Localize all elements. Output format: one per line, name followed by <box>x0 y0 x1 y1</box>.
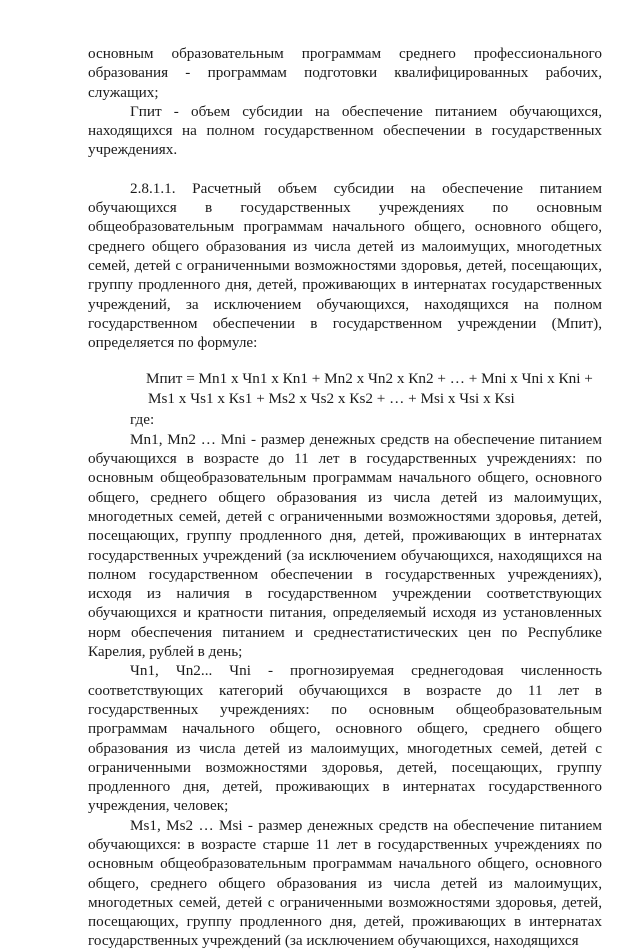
formula-line-1: Мпит = Мn1 x Чn1 x Кn1 + Мn2 x Чn2 x Кn2 + … + Мni x Чni x Кni + <box>146 370 593 388</box>
paragraph-mn-definition: Мn1, Мn2 … Мni - размер денежных средств на обеспечение питанием обучающихся в возрасте до 11 лет в государственных учреждениях: по основным общеобразовательным программам начального общего, основного общего, среднего общего образования из числа детей из малоимущих, многодетных семей, детей с ограниченными возможностями здоровья, детей, посещающих, группу продленного дня, детей, проживающих в интернатах государственных учреждений (за исключением обучающихся, находящихся на полном государственном обеспечении в государственных учреждениях), исходя из наличия в государственном учреждении соответствующих обучающихся и кратности питания, определяемый исходя из установленных норм обеспечения питанием и среднестатистических цен по Республике Карелия, рублей в день; <box>88 430 602 661</box>
formula-line-2: Мs1 x Чs1 x Кs1 + Мs2 x Чs2 x Кs2 + … + Мsi x Чsi x Кsi <box>148 389 515 407</box>
paragraph-gpit-definition: Гпит - объем субсидии на обеспечение питанием обучающихся, находящихся на полном государственном обеспечении в государственных учреждениях. <box>88 102 602 159</box>
formula-mpit <box>146 369 602 408</box>
paragraph-chn-definition: Чn1, Чn2... Чni - прогнозируемая среднегодовая численность соответствующих категорий обучающихся в возрасте до 11 лет в государственных учреждениях: по основным общеобразовательным программам начального общего, основного общего, среднего общего образования из числа детей из малоимущих, многодетных семей, детей с ограниченными возможностями здоровья, детей, посещающих, группу продленного дня, детей, проживающих в интернатах государственного учреждения, человек; <box>88 662 602 815</box>
formula-where-label: где: <box>130 411 155 429</box>
paragraph-ms-definition: Мs1, Мs2 … Мsi - размер денежных средств на обеспечение питанием обучающихся: в возрасте старше 11 лет в государственных учреждениях по основным общеобразовательным программам начального общего, основного общего, среднего общего образования из числа детей из малоимущих, многодетных семей, детей с ограниченными возможностями здоровья, детей, посещающих, группу продленного дня, детей, проживающих в интернатах государственных учреждений (за исключением обучающихся, находящихся <box>88 816 602 950</box>
paragraph-continuation: основным образовательным программам среднего профессионального образования - программам подготовки квалифицированных рабочих, служащих; <box>88 45 602 101</box>
paragraph-section-2-8-1-1: 2.8.1.1. Расчетный объем субсидии на обеспечение питанием обучающихся в государственных учреждениях по основным общеобразовательным программам начального общего, основного общего, среднего общего образования из числа детей из малоимущих, многодетных семей, детей с ограниченными возможностями здоровья, детей, посещающих, группу продленного дня, детей, проживающих в интернатах государственных учреждений, за исключением обучающихся, находящихся на полном государственном обеспечении в государственном учреждении (Мпит), определяется по формуле: <box>88 179 602 352</box>
